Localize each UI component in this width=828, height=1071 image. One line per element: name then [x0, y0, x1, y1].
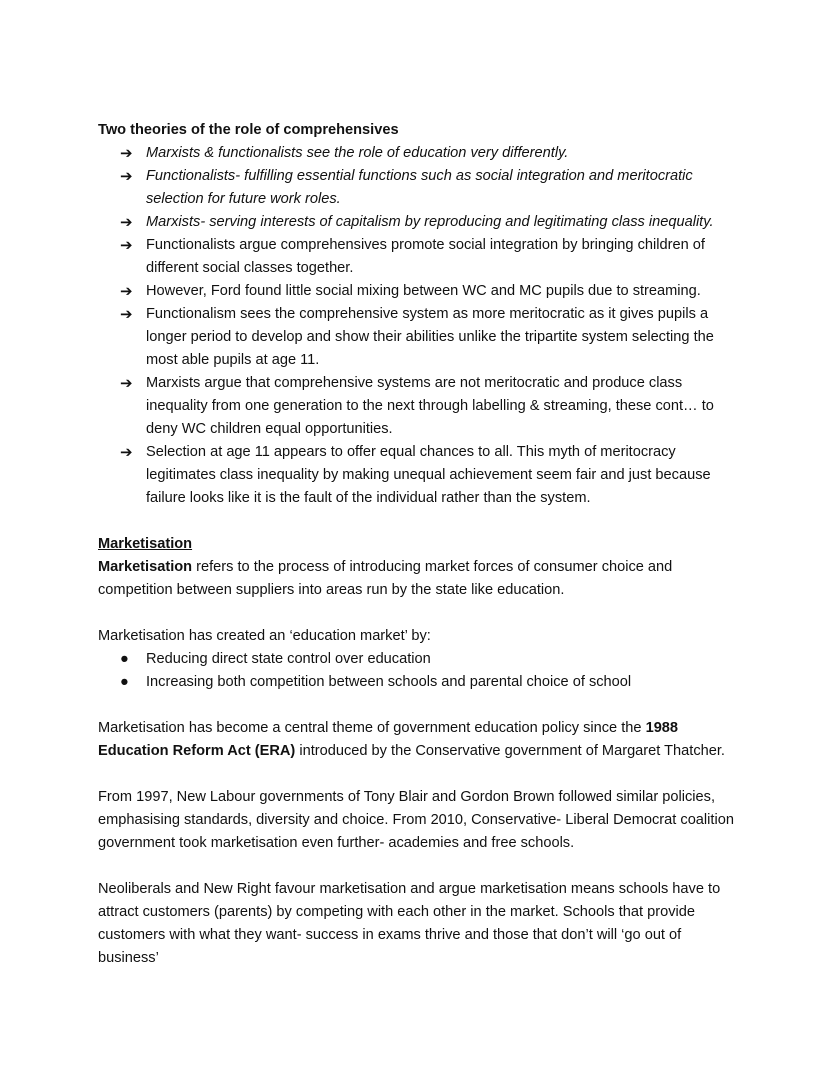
- list-item: [120, 671, 738, 694]
- marketisation-bullets: [98, 648, 738, 694]
- list-item-text: Reducing direct state control over education: [146, 651, 431, 667]
- era-paragraph: [98, 717, 738, 763]
- arrow-icon: ➔: [120, 283, 133, 300]
- arrow-icon: ➔: [120, 168, 133, 185]
- theories-title: Two theories of the role of comprehensives: [98, 122, 399, 138]
- definition-term: Marketisation: [98, 559, 193, 575]
- list-item: [120, 303, 738, 372]
- era-text-start: Marketisation has become a central theme of government education policy since the: [98, 720, 646, 736]
- marketisation-definition: [98, 556, 738, 602]
- list-item: [120, 234, 738, 280]
- theories-list: [98, 142, 738, 510]
- list-item-text: Marxists argue that comprehensive systems are not meritocratic and produce class inequality from one generation to the next through labelling & streaming, these cont… to deny WC children equal opportunities.: [146, 375, 714, 437]
- list-item: [120, 648, 738, 671]
- arrow-icon: ➔: [120, 145, 133, 162]
- list-item-text: Functionalists argue comprehensives promote social integration by bringing children of different social classes together.: [146, 237, 705, 276]
- arrow-icon: ➔: [120, 214, 133, 231]
- definition-text: refers to the process of introducing market forces of consumer choice and competition between suppliers into areas run by the state like education.: [98, 559, 673, 598]
- arrow-icon: ➔: [120, 444, 133, 461]
- list-item-text: Marxists & functionalists see the role of education very differently.: [146, 145, 569, 161]
- marketisation-intro: Marketisation has created an ‘education market’ by:: [98, 628, 431, 644]
- bullet-icon: ●: [120, 651, 129, 667]
- list-item: [120, 142, 738, 165]
- era-bold: 1988 Education Reform Act (ERA): [98, 720, 679, 759]
- list-item-text: Functionalism sees the comprehensive system as more meritocratic as it gives pupils a longer period to develop and show their abilities unlike the tripartite system selecting the most able pupils at age 11.: [146, 306, 714, 368]
- arrow-icon: ➔: [120, 375, 133, 392]
- neoliberal-paragraph: Neoliberals and New Right favour marketisation and argue marketisation means schools have to attract customers (parents) by competing with each other in the market. Schools that provide customers with what they want- success in exams thrive and those that don’t will ‘go out of business’: [98, 881, 721, 966]
- list-item-text: However, Ford found little social mixing between WC and MC pupils due to streaming.: [146, 283, 701, 299]
- list-item-text: Increasing both competition between schools and parental choice of school: [146, 674, 632, 690]
- era-text-end: introduced by the Conservative government of Margaret Thatcher.: [295, 743, 725, 759]
- list-item: [120, 280, 738, 303]
- list-item: [120, 165, 738, 211]
- arrow-icon: ➔: [120, 306, 133, 323]
- bullet-icon: ●: [120, 674, 129, 690]
- list-item: [120, 372, 738, 441]
- document-page: [98, 119, 738, 970]
- list-item-text: Selection at age 11 appears to offer equal chances to all. This myth of meritocracy legitimates class inequality by making unequal achievement seem fair and just because failure looks like it is the fault of the individual rather than the system.: [146, 444, 711, 506]
- list-item-text: Functionalists- fulfilling essential functions such as social integration and meritocratic selection for future work roles.: [146, 168, 693, 207]
- list-item: [120, 211, 738, 234]
- marketisation-heading: Marketisation: [98, 536, 193, 552]
- list-item-text: Marxists- serving interests of capitalism by reproducing and legitimating class inequality.: [146, 214, 714, 230]
- new-labour-paragraph: From 1997, New Labour governments of Tony Blair and Gordon Brown followed similar policies, emphasising standards, diversity and choice. From 2010, Conservative- Liberal Democrat coalition government took marketisation even further- academies and free schools.: [98, 789, 734, 851]
- arrow-icon: ➔: [120, 237, 133, 254]
- list-item: [120, 441, 738, 510]
